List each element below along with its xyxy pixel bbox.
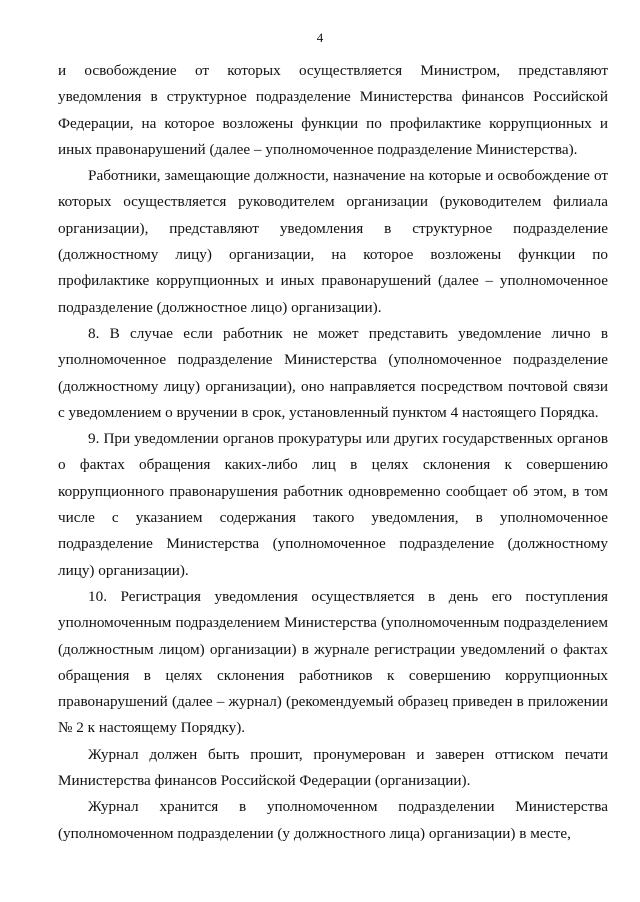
paragraph-journal-storage: Журнал хранится в уполномоченном подразделении Министерства (уполномоченном подразделении (у должностного лица) организации) в месте, [58,798,608,842]
paragraph-item-8: 8. В случае если работник не может представить уведомление лично в уполномоченное подразделение Министерства (уполномоченное подразделение (должностному лицу) организации), оно направляется посредством почтовой связи с уведомлением о вручении в срок, установленный пунктом 4 настоящего Порядка. [58,324,608,421]
paragraph-item-9: 9. При уведомлении органов прокуратуры или других государственных органов о фактах обращения каких-либо лиц в целях склонения к совершению коррупционного правонарушения работник одновременно сообщает об этом, в том числе с указанием содержания такого уведомления, в уполномоченное подразделение Министерства (уполномоченное подразделение (должностному лицу) организации). [58,430,608,579]
paragraph-continuation: и освобождение от которых осуществляется Министром, представляют уведомления в структурное подразделение Министерства финансов Российской Федерации, на которое возложены функции по профилактике коррупционных и иных правонарушений (далее – уполномоченное подразделение Министерства). [58,62,608,158]
document-body [58,58,608,847]
paragraph-journal-binding: Журнал должен быть прошит, пронумерован и заверен оттиском печати Министерства финансов Российской Федерации (организации). [58,745,608,790]
page-number: 4 [316,30,324,45]
paragraph-employees-notification: Работники, замещающие должности, назначение на которые и освобождение от которых осуществляется руководителем организации (руководителем филиала организации), представляют уведомления в структурное подразделение (должностному лицу) организации, на которое возложены функции по профилактике коррупционных и иных правонарушений (далее – уполномоченное подразделение (должностное лицо) организации). [58,167,608,316]
paragraph-item-10: 10. Регистрация уведомления осуществляется в день его поступления уполномоченным подразделением Министерства (уполномоченным подразделением (должностным лицом) организации) в журнале регистрации уведомлений о фактах обращения в целях склонения работников к совершению коррупционных правонарушений (далее – журнал) (рекомендуемый образец приведен в приложении № 2 к настоящему Порядку). [58,587,608,737]
